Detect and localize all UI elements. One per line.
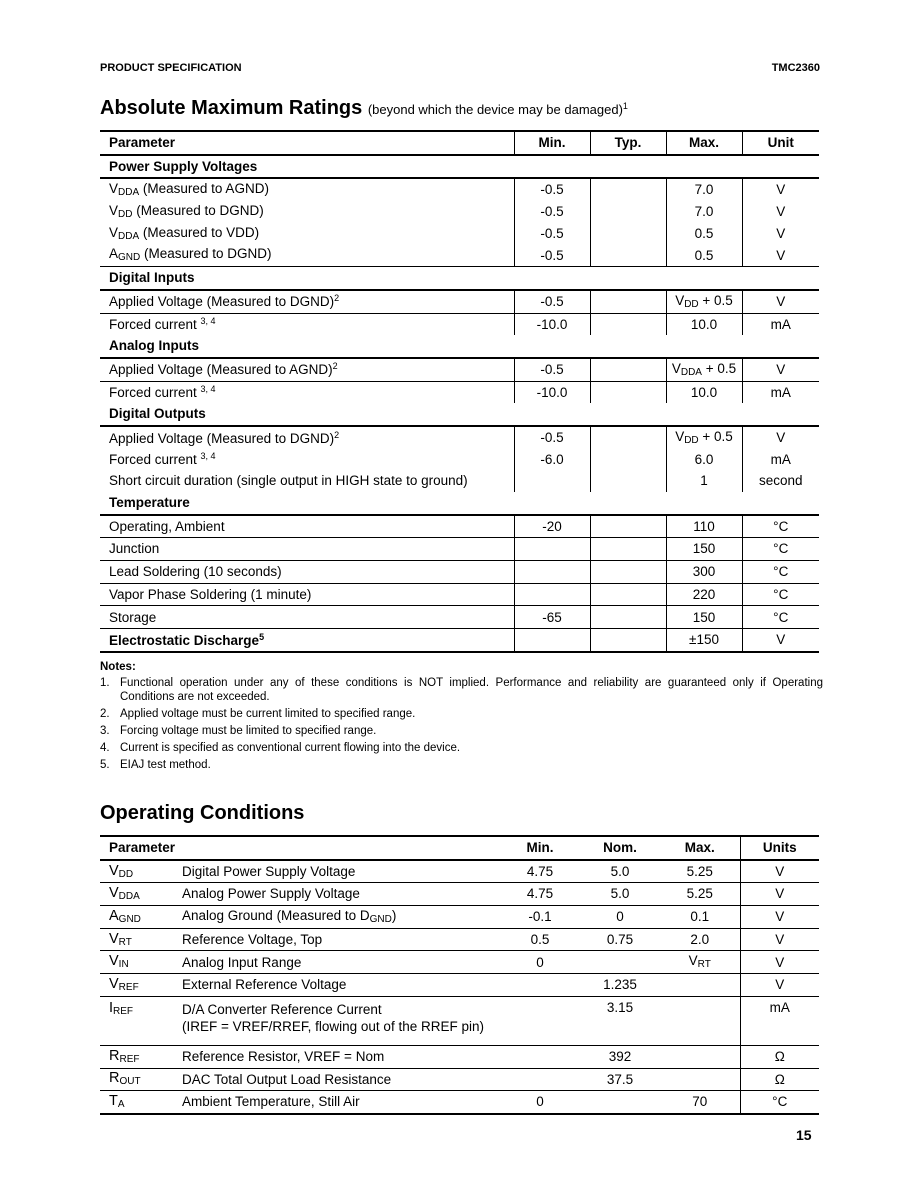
param-cell: $V_{DDA}$ (Measured to VDD) (109, 224, 260, 242)
unit-cell: Ω (740, 1068, 819, 1091)
unit-cell: °C (742, 561, 819, 584)
symbol-cell: $V_{DD}$ (100, 860, 182, 883)
max-cell: 7.0 (666, 178, 742, 201)
table-row (100, 178, 819, 201)
nom-cell: 3.15 (580, 996, 660, 1045)
table-row (100, 996, 819, 1045)
note-item: 5. EIAJ test method. (100, 759, 211, 771)
max-cell: $V_{DD} + 0.5$ (666, 290, 742, 313)
max-cell: ±150 (666, 629, 742, 652)
typ-cell (590, 178, 666, 201)
max-cell: 220 (666, 583, 742, 606)
min-cell: -0.5 (514, 290, 590, 313)
param-cell: Lead Soldering (10 seconds) (100, 561, 514, 584)
part-number-label: TMC2360 (771, 62, 820, 74)
max-cell: 5.25 (660, 860, 740, 883)
table-row (100, 470, 819, 492)
section-digital-inputs: Digital Inputs (100, 267, 819, 290)
min-cell: -0.5 (514, 244, 590, 266)
unit-cell: V (742, 290, 819, 313)
symbol-cell: $I_{REF}$ (100, 996, 182, 1045)
table-row (100, 974, 819, 997)
param-cell: Vapor Phase Soldering (1 minute) (100, 583, 514, 606)
desc-cell: Analog Input Range (182, 951, 500, 974)
max-cell: 150 (666, 538, 742, 561)
note-item: 3. Forcing voltage must be limited to specified range. (100, 725, 377, 737)
min-cell: -10.0 (514, 313, 590, 335)
min-cell (500, 1045, 580, 1068)
max-cell: $V_{RT}$ (660, 951, 740, 974)
note-item: 2. Applied voltage must be current limited to specified range. (100, 708, 416, 720)
min-cell: 0 (536, 1094, 544, 1110)
table-row (100, 860, 819, 883)
table-row (100, 951, 819, 974)
col-header-max: Max. (660, 836, 740, 860)
max-cell: 0.1 (660, 906, 740, 929)
min-cell: -65 (514, 606, 590, 629)
symbol-cell: $V_{IN}$ (100, 951, 182, 974)
symbol-cell: $V_{RT}$ (100, 928, 182, 951)
typ-cell (590, 426, 666, 449)
table-row (100, 381, 819, 403)
unit-cell: °C (742, 606, 819, 629)
nom-cell: 1.235 (580, 974, 660, 997)
min-cell: -6.0 (514, 449, 590, 471)
section-row (100, 403, 819, 426)
min-cell: -0.5 (514, 178, 590, 201)
min-cell (514, 583, 590, 606)
param-cell: Applied Voltage (Measured to DGND)$^2$ (109, 429, 340, 446)
min-cell: 0 (500, 951, 580, 974)
typ-cell (590, 381, 666, 403)
symbol-cell: $R_{REF}$ (100, 1045, 182, 1068)
notes-title: Notes: (100, 661, 136, 673)
unit-cell: V (740, 974, 819, 997)
min-cell (500, 974, 580, 997)
max-cell: 5.25 (660, 883, 740, 906)
notes-section (100, 661, 823, 775)
section-analog-inputs: Analog Inputs (100, 335, 819, 358)
nom-cell: 392 (580, 1045, 660, 1068)
unit-cell: Ω (740, 1045, 819, 1068)
typ-cell (590, 223, 666, 245)
typ-cell (590, 629, 666, 652)
section-digital-outputs: Digital Outputs (100, 403, 819, 426)
min-cell (514, 629, 590, 652)
unit-cell: V (740, 928, 819, 951)
max-cell: 0.5 (666, 223, 742, 245)
max-cell: 6.0 (666, 449, 742, 471)
min-cell: -0.5 (514, 426, 590, 449)
desc-cell: Digital Power Supply Voltage (182, 860, 500, 883)
param-cell: Forced current $^{3, 4}$ (109, 451, 216, 468)
table-row (100, 583, 819, 606)
table-row (100, 606, 819, 629)
typ-cell (590, 583, 666, 606)
unit-cell: mA (742, 381, 819, 403)
max-cell: 10.0 (666, 313, 742, 335)
max-cell (660, 996, 740, 1045)
max-cell: 0.5 (666, 244, 742, 266)
amr-title (100, 97, 628, 120)
param-cell: Storage (100, 606, 514, 629)
col-header-min: Min. (514, 131, 590, 155)
unit-cell: °C (742, 538, 819, 561)
col-header-typ: Typ. (590, 131, 666, 155)
param-cell: Junction (100, 538, 514, 561)
max-cell: $V_{DDA} + 0.5$ (666, 358, 742, 381)
max-cell: 150 (666, 606, 742, 629)
nom-cell (580, 951, 660, 974)
col-header-max: Max. (666, 131, 742, 155)
absolute-max-ratings-table (100, 130, 819, 653)
param-cell: Operating, Ambient (100, 515, 514, 538)
table-row (100, 1068, 819, 1091)
table-row (100, 928, 819, 951)
unit-cell: V (740, 860, 819, 883)
unit-cell: V (742, 201, 819, 223)
oc-title: Operating Conditions (100, 802, 305, 824)
max-cell: 10.0 (666, 381, 742, 403)
symbol-cell: $A_{GND}$ (100, 906, 182, 929)
symbol-cell: $T_A$ (109, 1093, 125, 1111)
nom-cell: 37.5 (580, 1068, 660, 1091)
min-cell (514, 470, 590, 492)
unit-cell: V (742, 358, 819, 381)
param-cell: Forced current $^{3, 4}$ (109, 384, 216, 401)
desc-cell: Reference Voltage, Top (182, 928, 500, 951)
table-row (100, 629, 819, 652)
col-header-nom: Nom. (580, 836, 660, 860)
table-row (100, 426, 819, 449)
typ-cell (590, 201, 666, 223)
table-row (100, 201, 819, 223)
min-cell: -10.0 (514, 381, 590, 403)
unit-cell: second (742, 470, 819, 492)
section-power-supply: Power Supply Voltages (100, 155, 819, 179)
unit-cell: mA (742, 449, 819, 471)
typ-cell (590, 561, 666, 584)
table-row (100, 538, 819, 561)
min-cell: -0.5 (514, 223, 590, 245)
typ-cell (590, 449, 666, 471)
section-temperature: Temperature (100, 492, 819, 515)
amr-subtitle: (beyond which the device may be damaged) (367, 102, 623, 117)
unit-cell: °C (740, 1091, 819, 1114)
min-cell: 4.75 (500, 883, 580, 906)
min-cell: 0.5 (500, 928, 580, 951)
typ-cell (590, 313, 666, 335)
table-row (100, 313, 819, 335)
typ-cell (590, 538, 666, 561)
param-cell: Applied Voltage (Measured to AGND)$^2$ (100, 358, 514, 381)
page-number: 15 (796, 1127, 812, 1143)
unit-cell: V (742, 426, 819, 449)
symbol-cell: $V_{DDA}$ (100, 883, 182, 906)
table-row (100, 515, 819, 538)
min-cell: 4.75 (500, 860, 580, 883)
typ-cell (590, 606, 666, 629)
table-header-row (100, 836, 819, 860)
col-header-units: Units (740, 836, 819, 860)
param-cell: Short circuit duration (single output in HIGH state to ground) (109, 473, 468, 489)
nom-cell: 0 (580, 906, 660, 929)
symbol-cell: $R_{OUT}$ (100, 1068, 182, 1091)
desc-cell: Reference Resistor, VREF = Nom (182, 1045, 500, 1068)
param-cell: Electrostatic Discharge$^5$ (109, 631, 265, 648)
typ-cell (590, 470, 666, 492)
min-cell (500, 1068, 580, 1091)
desc-cell: Analog Power Supply Voltage (182, 883, 500, 906)
min-cell: -20 (514, 515, 590, 538)
note-item: 1. Functional operation under any of these conditions is NOT implied. Performance and reliability are guaranteed only if Operating Conditions are not exceeded. (100, 677, 823, 703)
unit-cell: mA (742, 313, 819, 335)
unit-cell: °C (742, 583, 819, 606)
max-cell (660, 1045, 740, 1068)
desc-cell: DAC Total Output Load Resistance (182, 1068, 500, 1091)
max-cell: $V_{DD} + 0.5$ (666, 426, 742, 449)
param-cell: $A_{GND}$ (Measured to DGND) (100, 244, 514, 266)
table-row (100, 906, 819, 929)
table-row (100, 883, 819, 906)
page-header (100, 62, 820, 74)
max-cell: 2.0 (660, 928, 740, 951)
min-cell: -0.5 (514, 201, 590, 223)
param-cell: Applied Voltage (Measured to DGND)$^2$ (100, 290, 514, 313)
section-row (100, 155, 819, 179)
note-item: 4. Current is specified as conventional current flowing into the device. (100, 742, 461, 754)
nom-cell: 5.0 (580, 883, 660, 906)
section-row (100, 267, 819, 290)
max-cell (660, 974, 740, 997)
typ-cell (590, 515, 666, 538)
min-cell (514, 561, 590, 584)
min-cell: -0.5 (514, 358, 590, 381)
table-row (100, 449, 819, 471)
nom-cell (580, 1091, 660, 1114)
max-cell: 110 (666, 515, 742, 538)
table-row (100, 1045, 819, 1068)
nom-cell: 5.0 (580, 860, 660, 883)
desc-cell: Ambient Temperature, Still Air (182, 1094, 360, 1110)
unit-cell: mA (740, 996, 819, 1045)
unit-cell: V (742, 244, 819, 266)
amr-title-text: Absolute Maximum Ratings (100, 97, 363, 119)
table-row (100, 223, 819, 245)
unit-cell: V (742, 178, 819, 201)
col-header-min: Min. (500, 836, 580, 860)
notes-list (100, 676, 823, 772)
min-cell (514, 538, 590, 561)
min-cell: -0.1 (500, 906, 580, 929)
table-row (100, 290, 819, 313)
unit-cell: °C (742, 515, 819, 538)
typ-cell (590, 290, 666, 313)
max-cell: 7.0 (666, 201, 742, 223)
typ-cell (590, 244, 666, 266)
symbol-cell: $V_{REF}$ (100, 974, 182, 997)
unit-cell: V (740, 883, 819, 906)
param-cell: Forced current $^{3, 4}$ (109, 316, 216, 333)
table-header-row (100, 131, 819, 155)
section-row (100, 492, 819, 515)
doc-type-label: PRODUCT SPECIFICATION (100, 62, 242, 74)
typ-cell (590, 358, 666, 381)
table-row (100, 358, 819, 381)
operating-conditions-table (100, 835, 819, 1115)
table-row (100, 561, 819, 584)
unit-cell: V (740, 951, 819, 974)
desc-cell: External Reference Voltage (182, 974, 500, 997)
nom-cell: 0.75 (580, 928, 660, 951)
max-cell (660, 1068, 740, 1091)
desc-cell: D/A Converter Reference Current (IREF = VREF/RREF, flowing out of the RREF pin) (182, 996, 500, 1045)
unit-cell: V (742, 629, 819, 652)
amr-title-footnote: 1 (622, 101, 628, 111)
max-cell: 70 (692, 1094, 708, 1110)
max-cell: 300 (666, 561, 742, 584)
param-cell: $V_{DD}$ (Measured to DGND) (109, 202, 264, 220)
param-cell: $V_{DDA}$ (Measured to AGND) (109, 181, 269, 199)
table-row (100, 1091, 819, 1114)
section-row (100, 335, 819, 358)
desc-cell: Analog Ground (Measured to $D_{GND}$) (182, 906, 500, 929)
table-row (100, 244, 819, 266)
col-header-parameter: Parameter (100, 131, 514, 155)
unit-cell: V (742, 223, 819, 245)
unit-cell: V (740, 906, 819, 929)
col-header-parameter: Parameter (100, 836, 500, 860)
min-cell (500, 996, 580, 1045)
max-cell: 1 (666, 470, 742, 492)
col-header-unit: Unit (742, 131, 819, 155)
